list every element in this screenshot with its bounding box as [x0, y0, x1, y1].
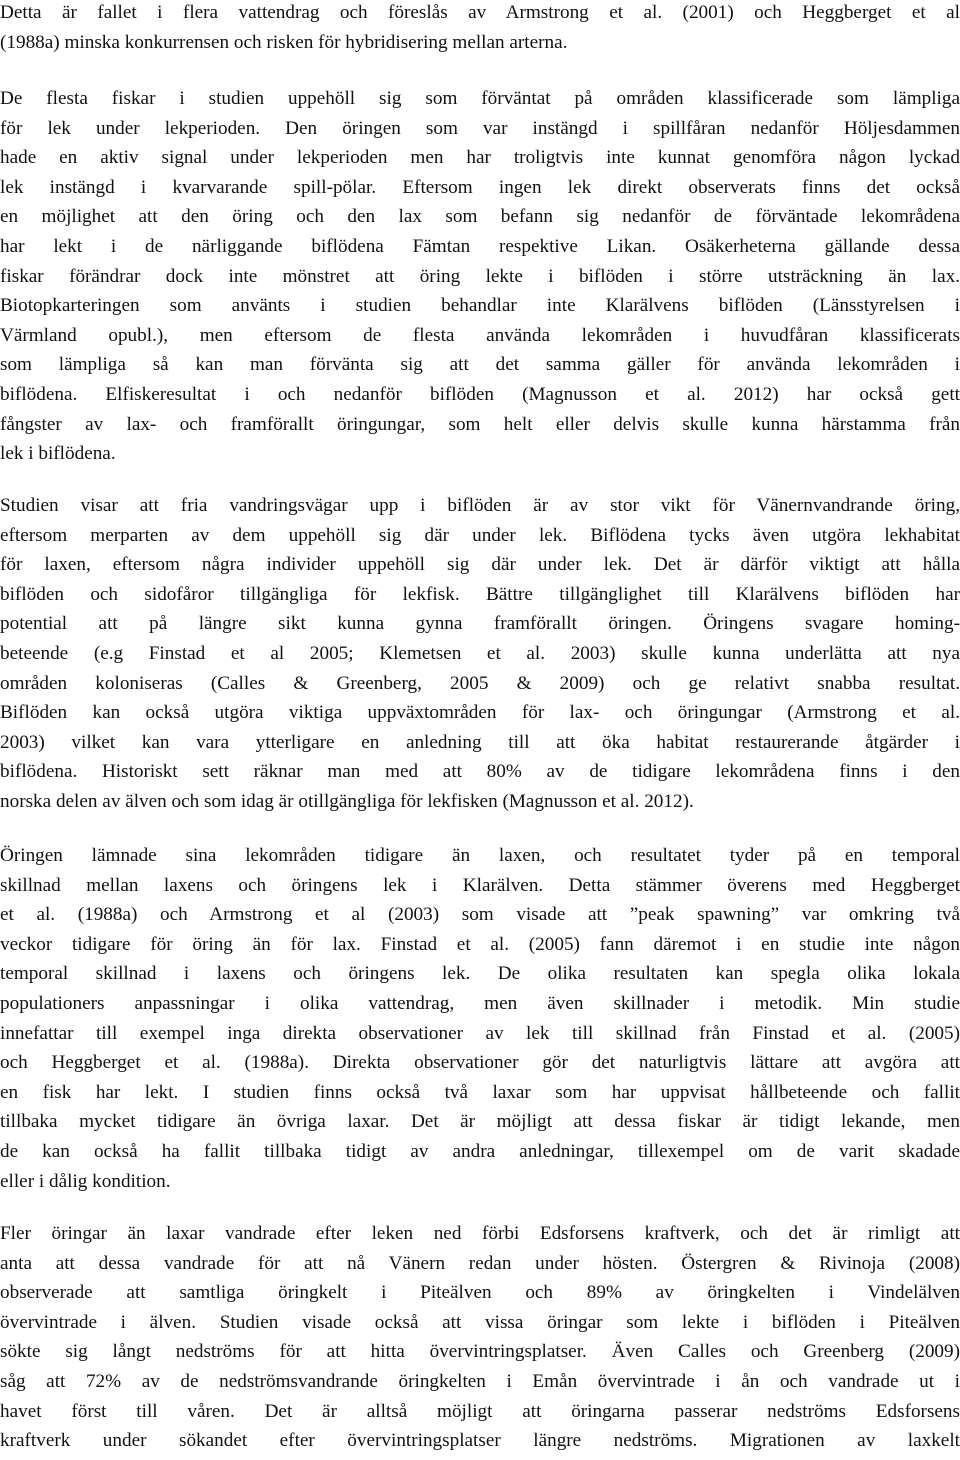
- text-line: Värmland opubl.), men eftersom de flesta använda lekområden i huvudfåran klassificerats: [0, 324, 960, 346]
- text-line: temporal skillnad i laxens och öringens lek. De olika resultaten kan spegla olika lokala: [0, 963, 960, 985]
- text-line: biflödena. Historiskt sett räknar man med att 80% av de tidigare lekområdena finns i den: [0, 761, 960, 783]
- text-line: skillnad mellan laxens och öringens lek i Klarälven. Detta stämmer överens med Heggberget: [0, 874, 960, 896]
- text-line: som lämpliga så kan man förvänta sig att det samma gäller för använda lekområden i: [0, 354, 960, 376]
- text-line: eftersom merparten av dem uppehöll sig där under lek. Biflödena tycks även utgöra lekhabitat: [0, 524, 960, 546]
- text-line: beteende (e.g Finstad et al 2005; Klemetsen et al. 2003) skulle kunna underlätta att nya: [0, 642, 960, 664]
- text-line: områden koloniseras (Calles & Greenberg, 2005 & 2009) och ge relativt snabba resultat.: [0, 672, 960, 694]
- text-line: populationers anpassningar i olika vattendrag, men även skillnader i metodik. Min studie: [0, 992, 960, 1014]
- text-line: Öringen lämnade sina lekområden tidigare än laxen, och resultatet tyder på en temporal: [0, 845, 960, 866]
- text-line: biflödena. Elfiskeresultat i och nedanför biflöden (Magnusson et al. 2012) har också gett: [0, 383, 960, 405]
- text-line: har lekt i de närliggande biflödena Fämtan respektive Likan. Osäkerheterna gällande dessa: [0, 235, 960, 257]
- text-line: hade en aktiv signal under lekperioden men har troligtvis inte kunnat genomföra någon lyckad: [0, 147, 960, 169]
- text-line: et al. (1988a) och Armstrong et al (2003) som visade att ”peak spawning” var omkring två: [0, 904, 960, 926]
- text-line: lek i biflödena.: [0, 443, 116, 465]
- text-line: för lek under lekperioden. Den öringen som var instängd i spillfåran nedanför Höljesdammen: [0, 117, 960, 139]
- text-line: Studien visar att fria vandringsvägar upp i biflöden är av stor vikt för Vänernvandrande öring,: [0, 495, 960, 516]
- text-line: veckor tidigare för öring än för lax. Finstad et al. (2005) fann däremot i en studie inte någon: [0, 933, 960, 955]
- text-line: tillbaka mycket tidigare än övriga laxar. Det är möjligt att dessa fiskar är tidigt lekande, men: [0, 1111, 960, 1133]
- text-line: havet först till våren. Det är alltså möjligt att öringarna passerar nedströms Edsforsens: [0, 1400, 960, 1422]
- text-line: eller i dålig kondition.: [0, 1170, 171, 1192]
- text-line: observerade att samtliga öringkelt i Piteälven och 89% av öringkelten i Vindelälven: [0, 1282, 960, 1304]
- text-line: och Heggberget et al. (1988a). Direkta observationer gör det naturligtvis lättare att avgöra att: [0, 1052, 960, 1074]
- text-line: innefattar till exempel inga direkta observationer av lek till skillnad från Finstad et al. (2005): [0, 1022, 960, 1044]
- text-line: lek instängd i kvarvarande spill-pölar. Eftersom ingen lek direkt observerats finns det också: [0, 176, 960, 198]
- text-line: (1988a) minska konkurrensen och risken för hybridisering mellan arterna.: [0, 31, 568, 53]
- text-line: sökte sig långt nedströms för att hitta övervintringsplatser. Även Calles och Greenberg (2009): [0, 1341, 960, 1363]
- paragraph-hybridization: [0, 0, 960, 57]
- paragraph-migration-routes: [0, 491, 960, 817]
- text-line: potential att på längre sikt kunna gynna framförallt öringen. Öringens svagare homing-: [0, 613, 960, 635]
- text-line: 2003) vilket kan vara ytterligare en anledning till att öka habitat restaurerande åtgärder i: [0, 731, 960, 753]
- text-line: Biotopkarteringen som använts i studien behandlar inte Klarälvens biflöden (Länsstyrelsen i: [0, 295, 960, 317]
- text-line: övervintrade i älven. Studien visade också att vissa öringar som lekte i biflöden i Piteälven: [0, 1311, 960, 1333]
- text-line: Detta är fallet i flera vattendrag och föreslås av Armstrong et al. (2001) och Heggberget et al: [0, 2, 960, 23]
- text-line: såg att 72% av de nedströmsvandrande öringkelten i Emån övervintrade i ån och vandrade ut i: [0, 1370, 960, 1392]
- text-line: de kan också ha fallit tillbaka tidigt av andra anledningar, tillexempel om de varit skadade: [0, 1140, 960, 1162]
- text-line: Biflöden kan också utgöra viktiga uppväxtområden för lax- och öringungar (Armstrong et al.: [0, 702, 960, 724]
- paragraph-overwintering: [0, 1219, 960, 1456]
- text-line: kraftverk under sökandet efter övervintringsplatser längre nedströms. Migrationen av laxkelt: [0, 1430, 960, 1452]
- text-line: anta att dessa vandrade för att nå Vänern redan under hösten. Östergren & Rivinoja (2008): [0, 1252, 960, 1274]
- text-line: Fler öringar än laxar vandrade efter leken ned förbi Edsforsens kraftverk, och det är rimligt att: [0, 1223, 960, 1244]
- text-line: De flesta fiskar i studien uppehöll sig som förväntat på områden klassificerade som lämpliga: [0, 88, 960, 109]
- text-line: för laxen, eftersom några individer uppehöll sig där under lek. Det är därför viktigt att hålla: [0, 554, 960, 576]
- text-line: fångster av lax- och framförallt öringungar, som helt eller delvis skulle kunna härstamma från: [0, 413, 960, 435]
- text-line: biflöden och sidofåror tillgängliga för lekfisk. Bättre tillgänglighet till Klarälvens biflöden har: [0, 583, 960, 605]
- paragraph-temporal-difference: [0, 841, 960, 1196]
- text-line: en möjlighet att den öring och den lax som befann sig nedanför de förväntade lekområdena: [0, 206, 960, 228]
- text-line: en fisk har lekt. I studien finns också två laxar som har uppvisat hållbeteende och fallit: [0, 1081, 960, 1103]
- paragraph-spawning-areas: [0, 84, 960, 469]
- text-line: norska delen av älven och som idag är otillgängliga för lekfisken (Magnusson et al. 2012).: [0, 790, 694, 812]
- text-line: fiskar förändrar dock inte mönstret att öring lekte i biflöden i större utsträckning än lax.: [0, 265, 960, 287]
